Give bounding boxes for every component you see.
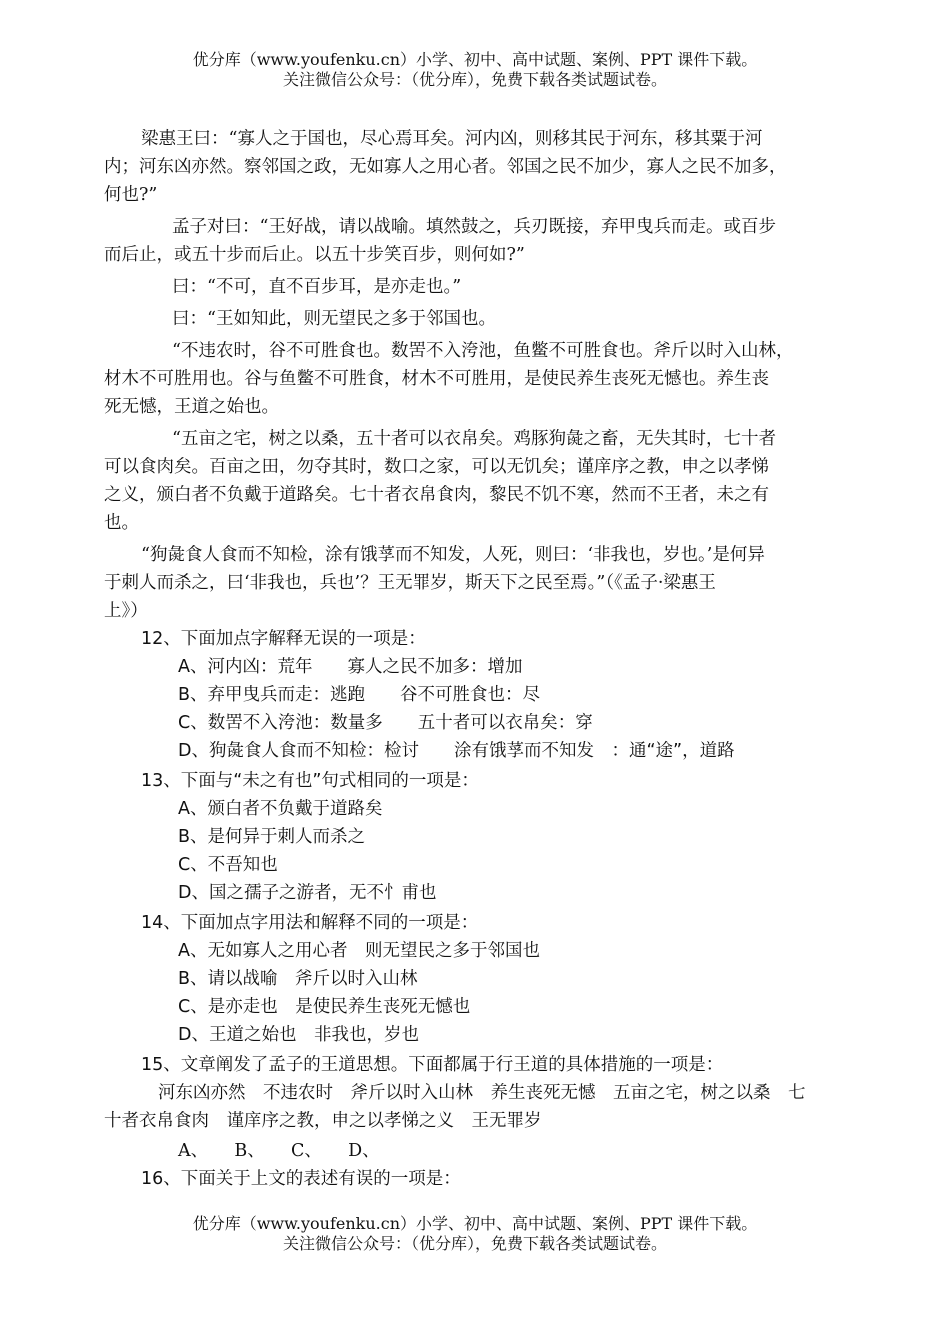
passage-line: 梁惠王曰：“寡人之于国也，尽心焉耳矣。河内凶，则移其民于河东，移其粟于河 (141, 129, 763, 149)
passage-line: 可以食肉矣。百亩之田，勿夺其时，数口之家，可以无饥矣；谨庠序之教，申之以孝悌 (104, 457, 769, 477)
passage-line: 死无憾，王道之始也。 (104, 397, 279, 417)
question-stem: 13、下面与“未之有也”句式相同的一项是： (141, 771, 479, 791)
measure-list-line-1: 河东凶亦然 不违农时 斧斤以时入山林 养生丧死无憾 五亩之宅，树之以桑 七 (158, 1083, 806, 1103)
option-b: B、弃甲曳兵而走：逃跑 谷不可胜食也：尽 (178, 685, 541, 705)
option-d: D、王道之始也 非我也，岁也 (178, 1025, 419, 1045)
option-a: A、颁白者不负戴于道路矣 (178, 799, 383, 819)
page-footer (0, 1214, 950, 1254)
footer-line-2: 关注微信公众号：（优分库），免费下载各类试题试卷。 (282, 1234, 667, 1253)
question-stem: 16、下面关于上文的表述有误的一项是： (141, 1169, 461, 1189)
question-stem: 15、文章阐发了孟子的王道思想。下面都属于行王道的具体措施的一项是： (141, 1055, 724, 1075)
option-b: B、请以战喻 斧斤以时入山林 (178, 969, 418, 989)
passage-line: 孟子对曰：“王好战，请以战喻。填然鼓之，兵刃既接，弃甲曳兵而走。或百步 (172, 217, 776, 237)
passage-line: 曰：“王如知此，则无望民之多于邻国也。 (172, 309, 496, 329)
option-a: A、无如寡人之用心者 则无望民之多于邻国也 (178, 941, 540, 961)
passage-line: 何也?” (104, 185, 158, 205)
option-c: C、是亦走也 是使民养生丧死无憾也 (178, 997, 471, 1017)
option-d: D、狗彘食人食而不知检：检讨 涂有饿莩而不知发 ：通“途”，道路 (178, 741, 735, 761)
passage-line: “不违农时，谷不可胜食也。数罟不入洿池，鱼鳖不可胜食也。斧斤以时入山林， (172, 341, 794, 361)
option-a: A、河内凶：荒年 寡人之民不加多：增加 (178, 657, 523, 677)
option-b: B、是何异于刺人而杀之 (178, 827, 366, 847)
measure-list-line-2: 十者衣帛食肉 谨庠序之教，申之以孝悌之义 王无罪岁 (104, 1111, 542, 1131)
answer-choices: A、 B、 C、 D、 (178, 1141, 380, 1161)
question-stem: 12、下面加点字解释无误的一项是： (141, 629, 426, 649)
passage-line: “狗彘食人食而不知检，涂有饿莩而不知发，人死，则曰：‘非我也，岁也。’是何异 (141, 545, 765, 565)
passage-line: 于刺人而杀之，曰‘非我也，兵也’？王无罪岁，斯天下之民至焉。”（《孟子·梁惠王 (104, 573, 716, 593)
passage-line: 上》） (104, 601, 148, 621)
passage-line: 曰：“不可，直不百步耳，是亦走也。” (172, 277, 462, 297)
page-header (0, 50, 950, 90)
question-stem: 14、下面加点字用法和解释不同的一项是： (141, 913, 479, 933)
header-line-1: 优分库（www.youfenku.cn）小学、初中、高中试题、案例、PPT 课件下载。 (192, 50, 758, 69)
passage-line: 材木不可胜用也。谷与鱼鳖不可胜食，材木不可胜用，是使民养生丧死无憾也。养生丧 (104, 369, 769, 389)
option-c: C、数罟不入洿池：数量多 五十者可以衣帛矣：穿 (178, 713, 593, 733)
footer-line-1: 优分库（www.youfenku.cn）小学、初中、高中试题、案例、PPT 课件下载。 (192, 1214, 758, 1233)
passage-line: 内；河东凶亦然。察邻国之政，无如寡人之用心者。邻国之民不加少，寡人之民不加多， (104, 157, 787, 177)
header-line-2: 关注微信公众号：（优分库），免费下载各类试题试卷。 (282, 70, 667, 89)
passage-line: 也。 (104, 513, 139, 533)
option-d: D、国之孺子之游者，无不忄甫也 (178, 883, 437, 903)
passage-line: 而后止，或五十步而后止。以五十步笑百步，则何如?” (104, 245, 525, 265)
passage-line: 之义，颁白者不负戴于道路矣。七十者衣帛食肉，黎民不饥不寒，然而不王者，未之有 (104, 485, 769, 505)
passage-line: “五亩之宅，树之以桑，五十者可以衣帛矣。鸡豚狗彘之畜，无失其时，七十者 (172, 429, 776, 449)
option-c: C、不吾知也 (178, 855, 278, 875)
